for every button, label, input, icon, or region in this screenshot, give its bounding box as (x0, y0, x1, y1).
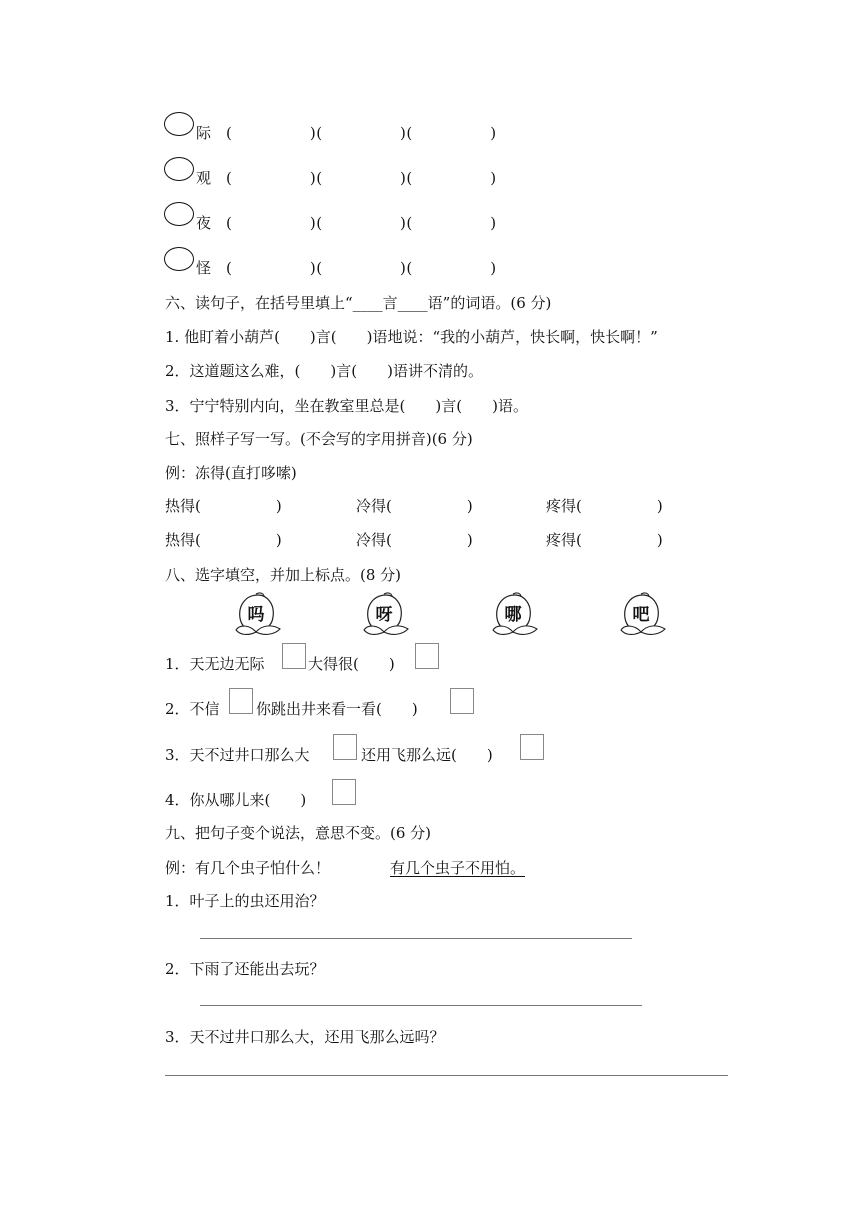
peach-option-1 (230, 590, 290, 642)
section9-item-3: 3．天不过井口那么大，还用飞那么远吗？ (165, 1028, 445, 1046)
section7-r1c3[interactable]: 疼得( ) (546, 497, 663, 515)
circle-blank-3[interactable] (164, 202, 194, 226)
section9-example-question: 例：有几个虫子怕什么！ (165, 859, 331, 877)
section8-item-2-start: 2．不信 (165, 700, 220, 718)
section7-example: 例：冻得(直打哆嗦) (165, 464, 297, 482)
row-blanks[interactable]: ( )( )( ) (226, 124, 497, 142)
section9-item-1: 1．叶子上的虫还用治？ (165, 892, 325, 910)
section6-item-3[interactable]: 3．宁宁特别内向，坐在教室里总是( )言( )语。 (165, 397, 528, 415)
row-blanks[interactable]: ( )( )( ) (226, 214, 497, 232)
row-blanks[interactable]: ( )( )( ) (226, 259, 497, 277)
section8-title: 八、选字填空，并加上标点。(8 分) (165, 566, 402, 584)
option-char: 哪 (504, 605, 522, 625)
answer-box[interactable] (333, 734, 357, 760)
answer-box[interactable] (415, 643, 439, 669)
section6-item-1[interactable]: 1. 他盯着小葫芦( )言( )语地说：“我的小葫芦，快长啊，快长啊！” (165, 328, 658, 346)
section7-r1c1[interactable]: 热得( ) (165, 497, 282, 515)
option-char: 吗 (247, 605, 265, 625)
section8-item-4-start[interactable]: 4．你从哪儿来( ) (165, 791, 307, 809)
section9-example-answer: 有几个虫子不用怕。 (390, 859, 526, 877)
circle-blank-1[interactable] (164, 112, 194, 136)
answer-box[interactable] (282, 643, 306, 669)
answer-line-3[interactable] (165, 1075, 728, 1076)
section7-r2c2[interactable]: 冷得( ) (356, 531, 473, 549)
answer-box[interactable] (450, 688, 474, 714)
section8-item-2-end[interactable]: 你跳出井来看一看( ) (256, 700, 418, 718)
section7-r2c1[interactable]: 热得( ) (165, 531, 282, 549)
section6-item-2[interactable]: 2．这道题这么难，( )言( )语讲不清的。 (165, 362, 483, 380)
row-char: 际 (196, 124, 212, 142)
section7-title: 七、照样子写一写。(不会写的字用拼音)(6 分) (165, 430, 473, 448)
row-char: 夜 (196, 214, 212, 232)
section9-title: 九、把句子变个说法，意思不变。(6 分) (165, 824, 432, 842)
row-blanks[interactable]: ( )( )( ) (226, 169, 497, 187)
section6-title: 六、读句子，在括号里填上“____言____语”的词语。(6 分) (165, 294, 552, 312)
section7-r2c3[interactable]: 疼得( ) (546, 531, 663, 549)
answer-box[interactable] (332, 779, 356, 805)
answer-box[interactable] (520, 734, 544, 760)
peach-option-2 (358, 590, 418, 642)
section8-item-1-start: 1．天无边无际 (165, 655, 265, 673)
option-char: 呀 (375, 605, 393, 625)
section9-item-2: 2．下雨了还能出去玩？ (165, 960, 325, 978)
option-char: 吧 (632, 605, 650, 625)
circle-blank-4[interactable] (164, 247, 194, 271)
row-char: 怪 (196, 259, 212, 277)
answer-box[interactable] (229, 688, 253, 714)
section7-r1c2[interactable]: 冷得( ) (356, 497, 473, 515)
section8-item-1-end[interactable]: 大得很( ) (308, 655, 395, 673)
row-char: 观 (196, 169, 212, 187)
answer-line-1[interactable] (200, 938, 632, 939)
peach-option-3 (487, 590, 547, 642)
peach-option-4 (615, 590, 675, 642)
section8-item-3-end[interactable]: 还用飞那么远( ) (361, 746, 493, 764)
circle-blank-2[interactable] (164, 157, 194, 181)
answer-line-2[interactable] (200, 1005, 642, 1006)
section8-item-3-start: 3．天不过井口那么大 (165, 746, 310, 764)
